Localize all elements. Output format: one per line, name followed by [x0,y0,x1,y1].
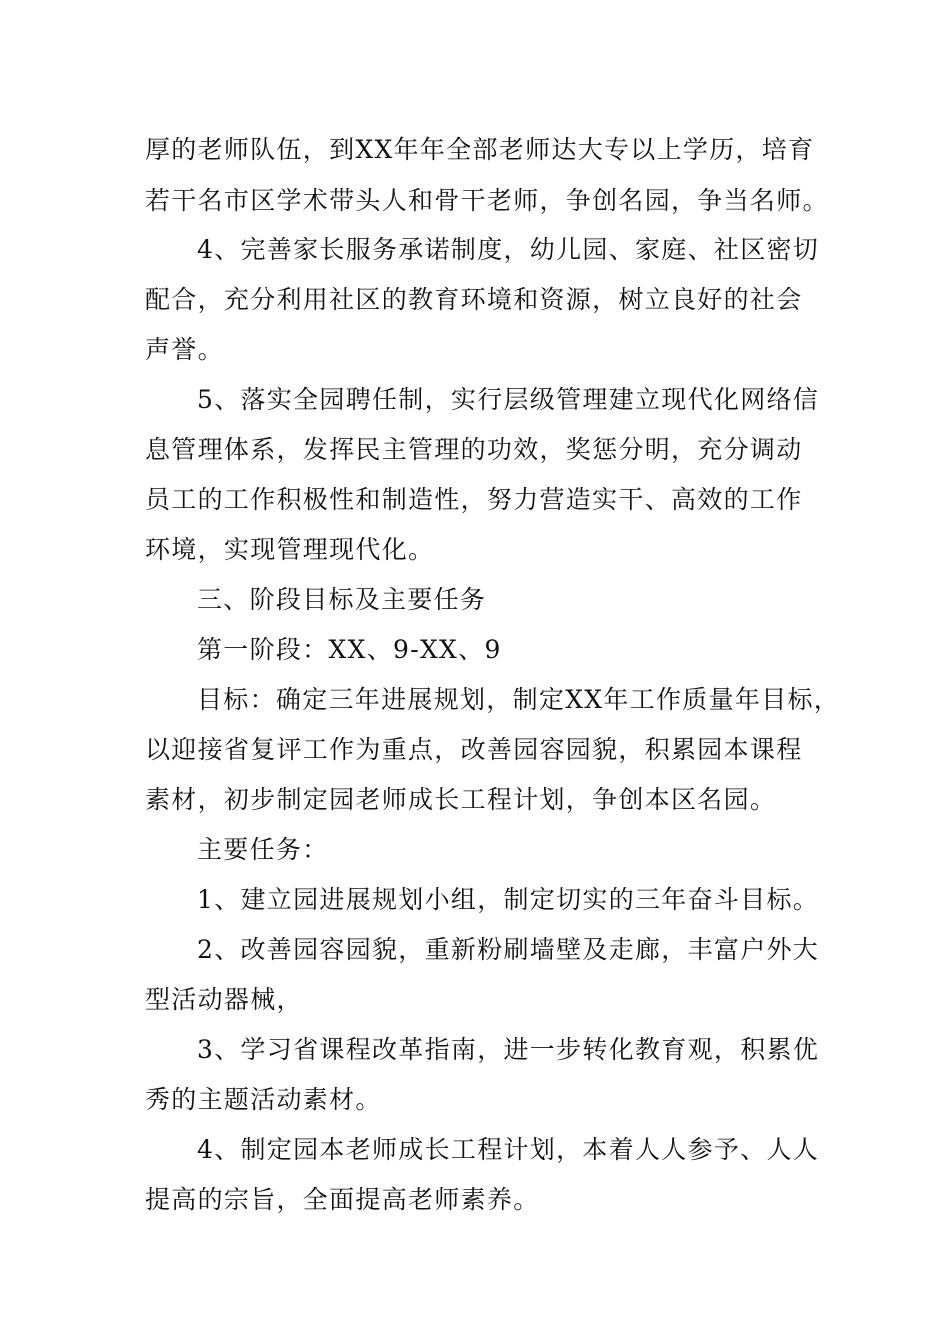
text-line: 目标：确定三年进展规划，制定XX年工作质量年目标， [197,685,841,714]
text-line: 环境，实现管理现代化。 [145,535,435,564]
text-line: 息管理体系，发挥民主管理的功效，奖惩分明，充分调动 [145,435,803,464]
text-line: 秀的主题活动素材。 [145,1085,382,1114]
text-line: 3、学习省课程改革指南，进一步转化教育观，积累优 [197,1035,820,1064]
text-line: 2、改善园容园貌，重新粉刷墙壁及走廊，丰富户外大 [197,935,820,964]
text-line: 若干名市区学术带头人和骨干老师，争创名园，争当名师。 [145,186,829,215]
text-line: 型活动器械， [145,985,303,1014]
stage-heading: 第一阶段：XX、9-XX、9 [197,635,502,664]
text-line: 1、建立园进展规划小组，制定切实的三年奋斗目标。 [197,885,820,914]
text-line: 素材，初步制定园老师成长工程计划，争创本区名园。 [145,785,777,814]
text-line: 声誉。 [145,335,224,364]
section-heading: 三、阶段目标及主要任务 [197,585,487,614]
text-line: 厚的老师队伍，到XX年年全部老师达大专以上学历，培育 [145,135,815,164]
text-line: 以迎接省复评工作为重点，改善园容园貌，积累园本课程 [145,735,803,764]
text-line: 4、制定园本老师成长工程计划，本着人人参予、人人 [197,1135,820,1164]
text-line: 5、落实全园聘任制，实行层级管理建立现代化网络信 [197,385,820,414]
text-line: 配合，充分利用社区的教育环境和资源，树立良好的社会 [145,285,803,314]
text-line: 4、完善家长服务承诺制度，幼儿园、家庭、社区密切 [197,235,820,264]
tasks-heading: 主要任务： [197,835,329,864]
text-line: 提高的宗旨，全面提高老师素养。 [145,1185,540,1214]
text-line: 员工的工作积极性和制造性，努力营造实干、高效的工作 [145,485,803,514]
